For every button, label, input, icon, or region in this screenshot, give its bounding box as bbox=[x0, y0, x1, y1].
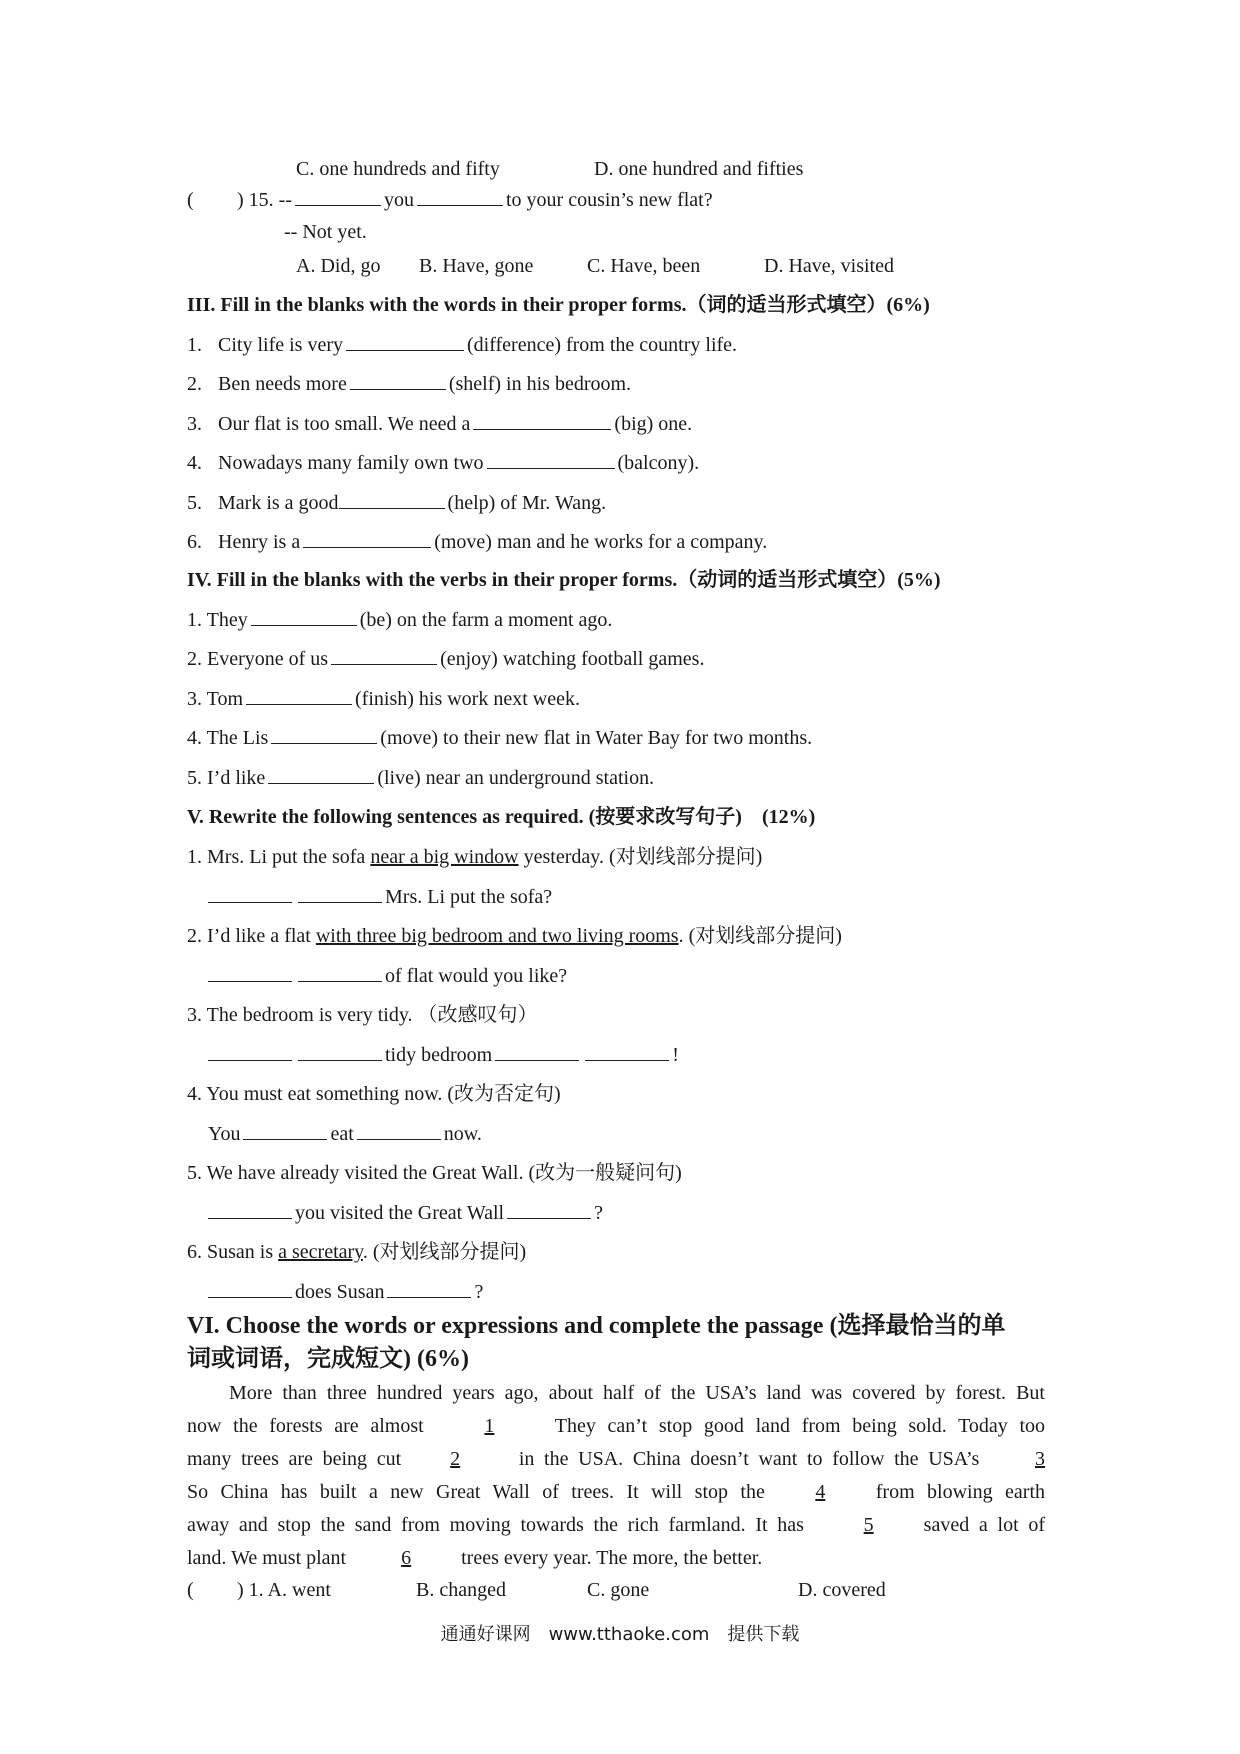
item-hint: (move) man and he works for a company. bbox=[434, 531, 768, 553]
item-number: 2. bbox=[187, 373, 202, 395]
item-text: Ben needs more bbox=[218, 373, 347, 395]
item-hint: (big) one. bbox=[614, 413, 693, 435]
q15-you: you bbox=[383, 189, 414, 211]
answer-blank[interactable] bbox=[208, 1042, 292, 1061]
answer-blank[interactable] bbox=[585, 1042, 669, 1061]
passage-line-6: land. We must plant 6 trees every year. The more, the better. bbox=[187, 1547, 763, 1569]
s5-q6: 6. Susan is a secretary. (对划线部分提问) bbox=[187, 1241, 527, 1263]
s3-item-4 bbox=[187, 450, 699, 476]
answer-blank[interactable] bbox=[208, 884, 292, 903]
item-number: 4. bbox=[187, 452, 202, 474]
q15-paren-open: ( bbox=[187, 189, 194, 211]
answer-blank[interactable] bbox=[246, 686, 352, 705]
answer-blank[interactable] bbox=[208, 1200, 292, 1219]
answer-blank[interactable] bbox=[487, 450, 615, 469]
blank-1[interactable]: 1 bbox=[484, 1415, 495, 1437]
item-hint: (finish) his work next week. bbox=[355, 688, 580, 710]
answer-blank[interactable] bbox=[331, 646, 437, 665]
item-number: 5. bbox=[187, 492, 202, 514]
s5-q4: 4. You must eat something now. (改为否定句) bbox=[187, 1083, 561, 1105]
blank-5[interactable]: 5 bbox=[863, 1514, 874, 1536]
q15-stem bbox=[237, 187, 713, 213]
item-hint: (help) of Mr. Wang. bbox=[447, 492, 607, 514]
item-text: Henry is a bbox=[218, 531, 301, 553]
passage-line-5: away and stop the sand from moving towards the rich farmland. It has 5 saved a lot of bbox=[187, 1514, 1045, 1536]
passage-line-4: So China has built a new Great Wall of trees. It will stop the 4 from blowing earth bbox=[187, 1481, 1046, 1503]
item-text: Our flat is too small. We need a bbox=[218, 413, 471, 435]
answer-blank[interactable] bbox=[507, 1200, 591, 1219]
section6-title-line2: 词或词语，完成短文) (6%) bbox=[187, 1346, 469, 1372]
q15-option-c: C. Have, been bbox=[587, 255, 701, 277]
underlined-part: with three big bedroom and two living rooms bbox=[315, 925, 679, 947]
s6-q1-option-c: C. gone bbox=[587, 1579, 650, 1601]
s6-q1-paren-open: ( bbox=[187, 1579, 194, 1601]
s6-q1-option-d: D. covered bbox=[798, 1579, 886, 1601]
blank-2[interactable]: 2 bbox=[450, 1448, 461, 1470]
q15-option-b: B. Have, gone bbox=[419, 255, 534, 277]
blank-3[interactable]: 3 bbox=[1035, 1448, 1045, 1470]
s5-q3: 3. The bedroom is very tidy. （改感叹句） bbox=[187, 1004, 538, 1026]
answer-blank[interactable] bbox=[346, 332, 464, 351]
answer-blank[interactable] bbox=[208, 963, 292, 982]
answer-blank[interactable] bbox=[303, 529, 431, 548]
item-hint: (shelf) in his bedroom. bbox=[448, 373, 632, 395]
s5-q5-answer: you visited the Great Wall ? bbox=[208, 1200, 603, 1226]
section3-title: III. Fill in the blanks with the words in their proper forms.（词的适当形式填空）(6%) bbox=[187, 294, 930, 316]
s4-item-3 bbox=[187, 686, 580, 712]
section5-title: V. Rewrite the following sentences as required. (按要求改写句子) (12%) bbox=[187, 806, 816, 828]
item-text: Mark is a good bbox=[218, 492, 339, 514]
q15-answer: -- Not yet. bbox=[284, 221, 367, 243]
answer-blank[interactable] bbox=[268, 765, 374, 784]
s3-item-1 bbox=[187, 332, 737, 358]
q15-option-d: D. Have, visited bbox=[764, 255, 894, 277]
underlined-part: near a big window bbox=[370, 846, 519, 868]
item-text: 3. Tom bbox=[187, 688, 244, 710]
blank-4[interactable]: 4 bbox=[815, 1481, 826, 1503]
item-hint: (difference) from the country life. bbox=[466, 334, 738, 356]
section6-title-line1: VI. Choose the words or expressions and complete the passage (选择最恰当的单 bbox=[187, 1313, 1006, 1339]
q14-option-d: D. one hundred and fifties bbox=[594, 158, 804, 180]
item-number: 3. bbox=[187, 413, 202, 435]
answer-blank[interactable] bbox=[251, 607, 357, 626]
blank-6[interactable]: 6 bbox=[401, 1547, 412, 1569]
q15-option-a: A. Did, go bbox=[296, 255, 381, 277]
answer-blank[interactable] bbox=[339, 490, 445, 509]
q15-number: ) 15. -- bbox=[237, 189, 292, 211]
s5-q1-answer: Mrs. Li put the sofa? bbox=[208, 884, 552, 910]
item-hint: (be) on the farm a moment ago. bbox=[359, 609, 613, 631]
s5-q5: 5. We have already visited the Great Wall. (改为一般疑问句) bbox=[187, 1162, 682, 1184]
answer-blank[interactable] bbox=[298, 1042, 382, 1061]
answer-blank[interactable] bbox=[495, 1042, 579, 1061]
s5-q4-answer: You eat now. bbox=[208, 1123, 482, 1145]
answer-blank[interactable] bbox=[357, 1121, 441, 1140]
item-number: 1. bbox=[187, 334, 202, 356]
answer-blank[interactable] bbox=[243, 1121, 327, 1140]
s4-item-1 bbox=[187, 607, 612, 633]
answer-blank[interactable] bbox=[295, 187, 381, 206]
s5-q2: 2. I’d like a flat with three big bedroom and two living rooms. (对划线部分提问) bbox=[187, 925, 842, 947]
s4-item-2 bbox=[187, 646, 704, 672]
s4-item-5 bbox=[187, 765, 654, 791]
s5-q6-answer: does Susan ? bbox=[208, 1279, 483, 1305]
item-text: 5. I’d like bbox=[187, 767, 266, 789]
item-text: 4. The Lis bbox=[187, 727, 269, 749]
s5-q1: 1. Mrs. Li put the sofa near a big window yesterday. (对划线部分提问) bbox=[187, 846, 763, 868]
page-footer: 通通好课网 www.tthaoke.com 提供下载 bbox=[440, 1624, 800, 1645]
answer-blank[interactable] bbox=[387, 1279, 471, 1298]
item-text: 2. Everyone of us bbox=[187, 648, 329, 670]
passage-line-3: many trees are being cut 2 in the USA. China doesn’t want to follow the USA’s 3 bbox=[187, 1448, 1045, 1470]
s5-q2-answer: of flat would you like? bbox=[208, 963, 567, 989]
answer-blank[interactable] bbox=[417, 187, 503, 206]
item-text: 1. They bbox=[187, 609, 248, 631]
answer-blank[interactable] bbox=[208, 1279, 292, 1298]
item-hint: (enjoy) watching football games. bbox=[440, 648, 705, 670]
underlined-part: a secretary bbox=[278, 1241, 363, 1263]
s6-q1-option-a: ) 1. A. went bbox=[237, 1579, 331, 1601]
item-text: Nowadays many family own two bbox=[218, 452, 484, 474]
answer-blank[interactable] bbox=[298, 884, 382, 903]
s3-item-5 bbox=[187, 490, 606, 516]
item-hint: (balcony). bbox=[617, 452, 700, 474]
passage-line-1: More than three hundred years ago, about half of the USA’s land was covered by forest. But bbox=[229, 1382, 1045, 1404]
item-hint: (move) to their new flat in Water Bay for two months. bbox=[380, 727, 813, 749]
q15-rest: to your cousin’s new flat? bbox=[505, 189, 713, 211]
answer-blank[interactable] bbox=[473, 411, 611, 430]
q14-option-c: C. one hundreds and fifty bbox=[296, 158, 500, 180]
s3-item-3 bbox=[187, 411, 692, 437]
item-hint: (live) near an underground station. bbox=[377, 767, 655, 789]
answer-blank[interactable] bbox=[271, 725, 377, 744]
s3-item-2 bbox=[187, 371, 631, 397]
passage-line-2: now the forests are almost 1 They can’t stop good land from being sold. Today too bbox=[187, 1415, 1046, 1437]
item-text: City life is very bbox=[218, 334, 343, 356]
answer-blank[interactable] bbox=[298, 963, 382, 982]
item-number: 6. bbox=[187, 531, 202, 553]
s3-item-6 bbox=[187, 529, 767, 555]
s6-q1-option-b: B. changed bbox=[416, 1579, 506, 1601]
s5-q3-answer: tidy bedroom ! bbox=[208, 1042, 679, 1068]
answer-blank[interactable] bbox=[350, 371, 446, 390]
section4-title: IV. Fill in the blanks with the verbs in their proper forms.（动词的适当形式填空）(5%) bbox=[187, 569, 941, 591]
s4-item-4 bbox=[187, 725, 812, 751]
